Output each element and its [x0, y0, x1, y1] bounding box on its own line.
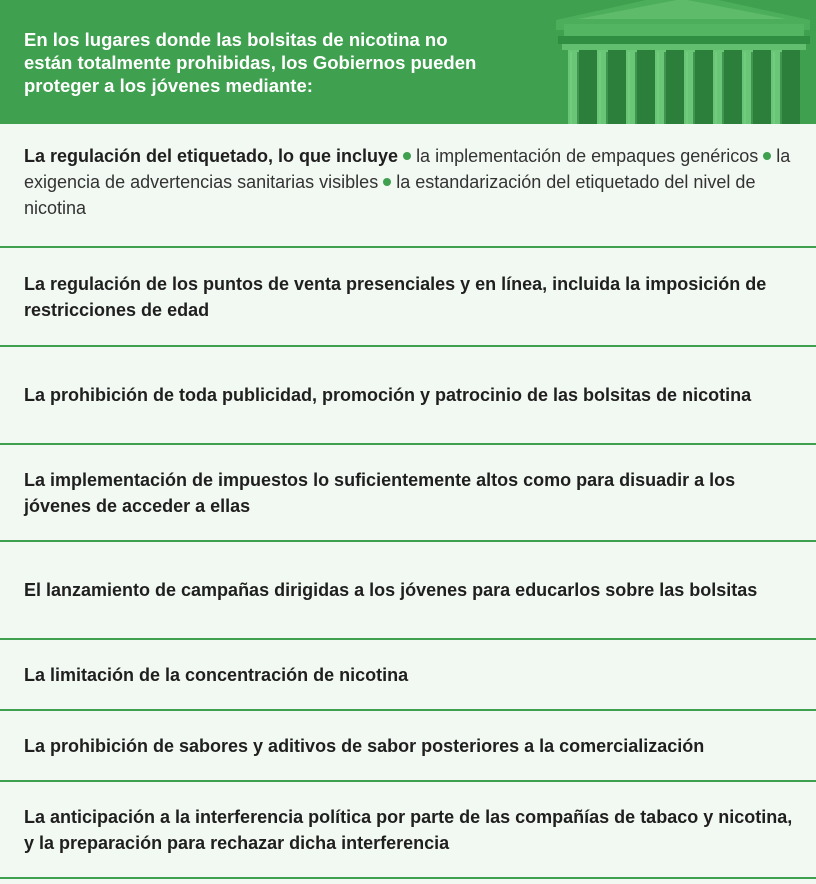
- green-header-banner: [0, 0, 816, 124]
- policy-detail-health-warnings: la exigencia de advertencias sanitarias visibles: [24, 146, 791, 192]
- policy-list: [0, 124, 816, 879]
- policy-text-youth-campaigns: El lanzamiento de campañas dirigidas a los jóvenes para educarlos sobre las bolsitas: [24, 580, 758, 600]
- bullet-icon: [763, 152, 771, 160]
- policy-text-advertising-ban: La prohibición de toda publicidad, promoción y patrocinio de las bolsitas de nicotina: [24, 385, 752, 405]
- policy-text-taxes: La implementación de impuestos lo suficientemente altos como para disuadir a los jóvenes de acceder a ellas: [24, 469, 736, 516]
- policy-detail-generic-packaging: la implementación de empaques genéricos: [416, 146, 759, 166]
- policy-text-political-interference: La anticipación a la interferencia política por parte de las compañías de tabaco y nicotina, y la preparación para rechazar dicha interferencia: [24, 806, 793, 853]
- bullet-icon: [403, 152, 411, 160]
- bullet-icon: [383, 178, 391, 186]
- policy-item-taxes: [0, 445, 816, 542]
- policy-text-points-of-sale: La regulación de los puntos de venta presenciales y en línea, incluida la imposición de restricciones de edad: [24, 273, 767, 320]
- policy-detail-nicotine-level-labeling: la estandarización del etiquetado del nivel de nicotina: [24, 172, 756, 218]
- policy-text-flavor-ban: La prohibición de sabores y aditivos de sabor posteriores a la comercialización: [24, 735, 705, 756]
- policy-item-flavor-ban: [0, 711, 816, 782]
- policy-text-labeling: [24, 143, 798, 221]
- policy-lead-labeling: La regulación del etiquetado, lo que incluye: [24, 146, 399, 166]
- policy-item-youth-campaigns: [0, 542, 816, 640]
- header-title: En los lugares donde las bolsitas de nicotina no están totalmente prohibidas, los Gobiernos pueden proteger a los jóvenes mediante:: [24, 29, 477, 96]
- policy-item-points-of-sale: [0, 248, 816, 347]
- courthouse-columns-icon: [548, 0, 816, 124]
- policy-item-nicotine-limit: [0, 640, 816, 711]
- policy-item-labeling: [0, 124, 816, 248]
- policy-item-advertising-ban: [0, 347, 816, 445]
- policy-item-political-interference: [0, 782, 816, 879]
- policy-text-nicotine-limit: La limitación de la concentración de nicotina: [24, 664, 409, 685]
